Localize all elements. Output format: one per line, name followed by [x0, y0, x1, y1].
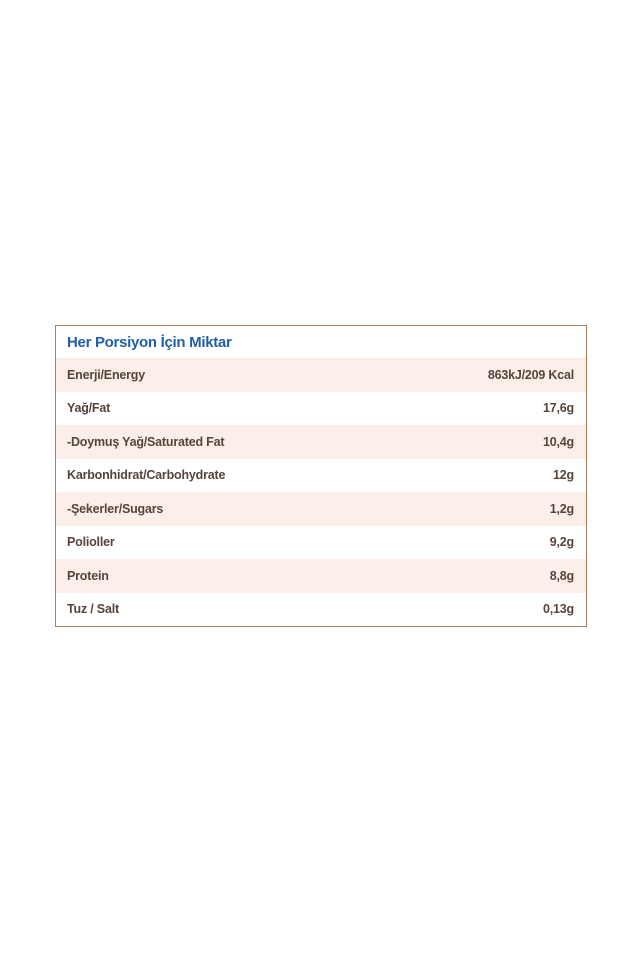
nutrient-value: 1,2g: [549, 501, 574, 516]
table-header-title: Her Porsiyon İçin Miktar: [56, 326, 586, 358]
nutrient-label: Tuz / Salt: [67, 602, 119, 617]
nutrient-value: 863kJ/209 Kcal: [487, 367, 574, 382]
nutrient-value: 0,13g: [543, 602, 574, 617]
nutrient-label: -Doymuş Yağ/Saturated Fat: [67, 434, 225, 449]
nutrient-label: Polioller: [67, 535, 115, 550]
nutrient-label: Karbonhidrat/Carbohydrate: [67, 468, 226, 483]
table-row: [56, 559, 586, 593]
table-body: [56, 358, 586, 626]
nutrition-table: [55, 325, 587, 627]
table-row: [56, 492, 586, 526]
table-row: [56, 358, 586, 392]
nutrient-value: 17,6g: [543, 401, 574, 416]
table-row: [56, 425, 586, 459]
nutrient-label: Protein: [67, 568, 109, 583]
nutrient-label: Yağ/Fat: [67, 401, 111, 416]
nutrient-label: -Şekerler/Sugars: [67, 501, 164, 516]
nutrient-value: 10,4g: [543, 434, 574, 449]
table-row: [56, 392, 586, 426]
nutrient-value: 8,8g: [549, 568, 574, 583]
table-row: [56, 593, 586, 627]
nutrient-value: 12g: [553, 468, 574, 483]
nutrient-value: 9,2g: [549, 535, 574, 550]
nutrient-label: Enerji/Energy: [67, 367, 145, 382]
table-row: [56, 459, 586, 493]
table-row: [56, 526, 586, 560]
